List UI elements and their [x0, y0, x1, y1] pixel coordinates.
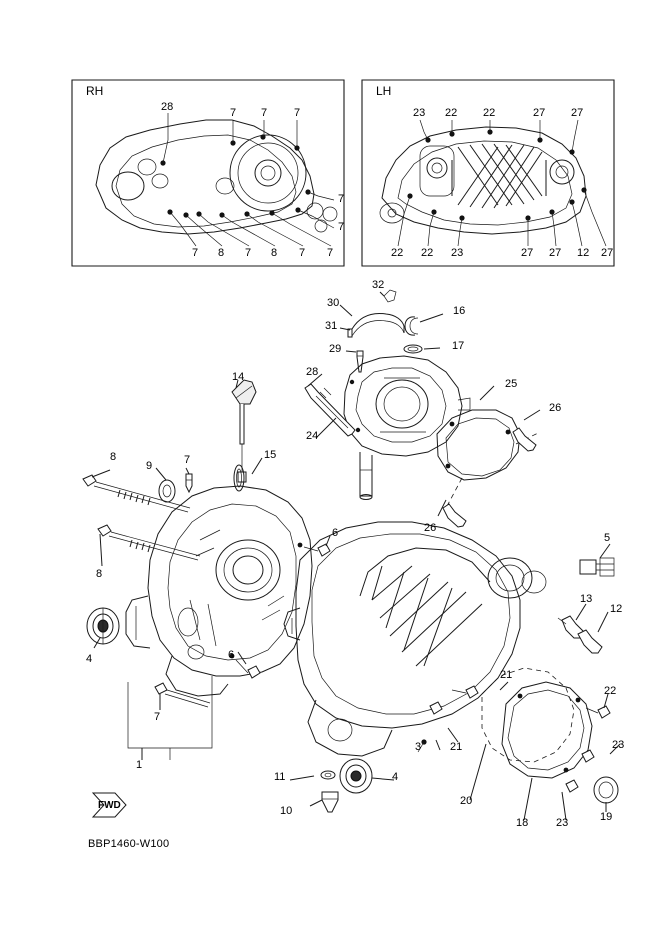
- callout-22-main: 22: [604, 685, 617, 697]
- callout-15: 15: [264, 449, 277, 461]
- callout-18: 18: [516, 817, 529, 829]
- callout-5: 5: [604, 532, 611, 544]
- callout-lh-27c: 27: [521, 247, 534, 259]
- callout-lh-27a: 27: [533, 107, 546, 119]
- cover-gasket-25: [437, 410, 540, 527]
- callout-4a: 4: [86, 653, 93, 665]
- callout-rh-7i: 7: [327, 247, 334, 259]
- callout-21a: 21: [500, 669, 513, 681]
- callout-12-main: 12: [610, 603, 623, 615]
- callout-lh-22a: 22: [445, 107, 458, 119]
- panel-label-lh: LH: [376, 84, 392, 98]
- callout-31: 31: [325, 320, 338, 332]
- callout-rh-7d: 7: [338, 193, 345, 205]
- main-leaders: [92, 292, 623, 820]
- callout-lh-27e: 27: [601, 247, 614, 259]
- callout-rh-7g: 7: [245, 247, 252, 259]
- callout-lh-23b: 23: [451, 247, 464, 259]
- callout-30: 30: [327, 297, 340, 309]
- callout-8b: 8: [96, 568, 103, 580]
- callout-4b: 4: [392, 771, 399, 783]
- callout-lh-27d: 27: [549, 247, 562, 259]
- callout-rh-28: 28: [161, 101, 174, 113]
- callout-19: 19: [600, 811, 613, 823]
- bolts-right-group: [558, 558, 614, 653]
- callout-20: 20: [460, 795, 473, 807]
- drain-plug-group: [321, 759, 372, 812]
- callout-rh-8b: 8: [271, 247, 278, 259]
- crankcase-half-left: [284, 522, 546, 756]
- callout-lh-22b: 22: [483, 107, 496, 119]
- callout-rh-7f: 7: [192, 247, 199, 259]
- callout-7a: 7: [184, 454, 191, 466]
- bolt-28: [305, 384, 355, 436]
- callout-17: 17: [452, 340, 465, 352]
- callout-11: 11: [274, 771, 286, 783]
- crankcase-cover-24: [344, 356, 470, 500]
- callout-lh-27b: 27: [571, 107, 584, 119]
- callout-8a: 8: [110, 451, 117, 463]
- callout-rh-8a: 8: [218, 247, 225, 259]
- rh-inset-panel: [72, 80, 344, 266]
- bearing-4-left: [87, 608, 119, 644]
- callout-25: 25: [505, 378, 518, 390]
- callout-16: 16: [453, 305, 466, 317]
- group-bracket-1: [128, 676, 212, 760]
- dipstick-14: [232, 380, 256, 482]
- callout-24: 24: [306, 430, 319, 442]
- callout-6a: 6: [332, 527, 339, 539]
- callout-3: 3: [415, 741, 422, 753]
- fwd-label: FWD: [98, 800, 121, 811]
- bolts-left-group: [83, 474, 210, 707]
- callout-32: 32: [372, 279, 385, 291]
- callout-rh-7c: 7: [294, 107, 301, 119]
- callout-7b: 7: [154, 711, 161, 723]
- callout-23a-main: 23: [612, 739, 625, 751]
- callout-6b: 6: [228, 649, 235, 661]
- callout-rh-7a: 7: [230, 107, 237, 119]
- part-code: BBP1460-W100: [88, 838, 170, 850]
- breather-hose-group: [348, 290, 422, 372]
- panel-label-rh: RH: [86, 84, 104, 98]
- callout-21b: 21: [450, 741, 463, 753]
- callout-lh-23a: 23: [413, 107, 426, 119]
- callout-lh-22c: 22: [391, 247, 404, 259]
- callout-rh-7e: 7: [338, 221, 345, 233]
- callout-14: 14: [232, 371, 245, 383]
- callout-26a: 26: [549, 402, 562, 414]
- callout-26b: 26: [424, 522, 437, 534]
- callout-lh-22d: 22: [421, 247, 434, 259]
- callout-9: 9: [146, 460, 153, 472]
- callout-29: 29: [329, 343, 342, 355]
- callout-rh-7h: 7: [299, 247, 306, 259]
- callout-23b-main: 23: [556, 817, 569, 829]
- callout-10: 10: [280, 805, 293, 817]
- oil-seal-9: [159, 480, 175, 502]
- callout-28-main: 28: [306, 366, 319, 378]
- callout-rh-7b: 7: [261, 107, 268, 119]
- callout-13: 13: [580, 593, 593, 605]
- callout-lh-12: 12: [577, 247, 590, 259]
- callout-1: 1: [136, 759, 143, 771]
